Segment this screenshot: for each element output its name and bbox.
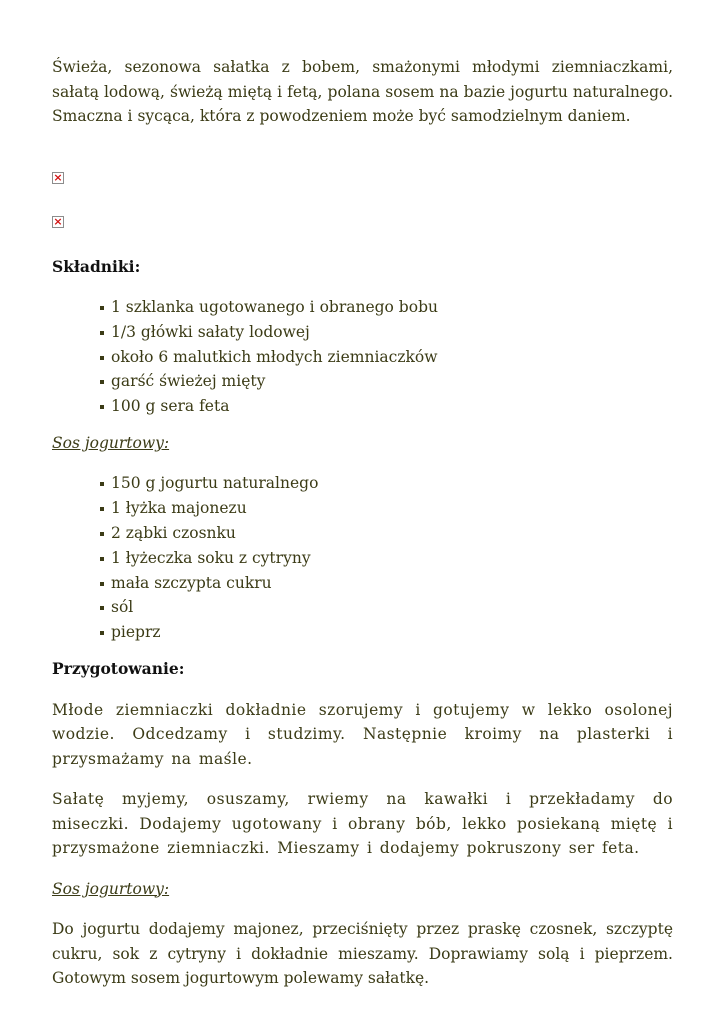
list-item: pieprz: [100, 620, 673, 645]
preparation-heading: Przygotowanie:: [52, 659, 185, 679]
sauce-heading: Sos jogurtowy:: [52, 433, 170, 452]
ingredients-list: [52, 295, 673, 419]
list-item: garść świeżej mięty: [100, 369, 673, 394]
recipe-article: [52, 55, 673, 1007]
list-item: 1/3 główki sałaty lodowej: [100, 320, 673, 345]
list-item: 2 ząbki czosnku: [100, 521, 673, 546]
list-item: mała szczypta cukru: [100, 571, 673, 596]
image-placeholder-1: [52, 167, 673, 189]
list-item: 100 g sera feta: [100, 394, 673, 419]
preparation-step-3: Do jogurtu dodajemy majonez, przeciśnięty przez praskę czosnek, szczyptę cukru, sok z cytryny i dokładnie mieszamy. Doprawiamy solą i pieprzem. Gotowym sosem jogurtowym polewamy sałatkę.: [52, 920, 673, 988]
list-item: 1 łyżeczka soku z cytryny: [100, 546, 673, 571]
ingredients-heading: Składniki:: [52, 256, 141, 276]
preparation-step-1: Młode ziemniaczki dokładnie szorujemy i gotujemy w lekko osolonej wodzie. Odcedzamy i studzimy. Następnie kroimy na plasterki i przysmażamy na maśle.: [52, 700, 673, 768]
intro-paragraph: Świeża, sezonowa sałatka z bobem, smażonymi młodymi ziemniaczkami, sałatą lodową, świeżą miętą i fetą, polana sosem na bazie jogurtu naturalnego. Smaczna i sycąca, która z powodzeniem może być samodzielnym daniem.: [52, 58, 673, 125]
broken-image-icon: [52, 216, 64, 228]
preparation-step-2: Sałatę myjemy, osuszamy, rwiemy na kawałki i przekładamy do miseczki. Dodajemy ugotowany i obrany bób, lekko posiekaną miętę i przysmażone ziemniaczki. Mieszamy i dodajemy pokruszony ser feta.: [52, 790, 673, 858]
list-item: 1 łyżka majonezu: [100, 496, 673, 521]
list-item: około 6 malutkich młodych ziemniaczków: [100, 345, 673, 370]
list-item: 150 g jogurtu naturalnego: [100, 471, 673, 496]
sauce-ingredients-list: [52, 471, 673, 645]
sauce-preparation-heading: Sos jogurtowy:: [52, 879, 170, 898]
list-item: 1 szklanka ugotowanego i obranego bobu: [100, 295, 673, 320]
image-placeholder-2: [52, 211, 673, 233]
list-item: sól: [100, 595, 673, 620]
broken-image-icon: [52, 172, 64, 184]
